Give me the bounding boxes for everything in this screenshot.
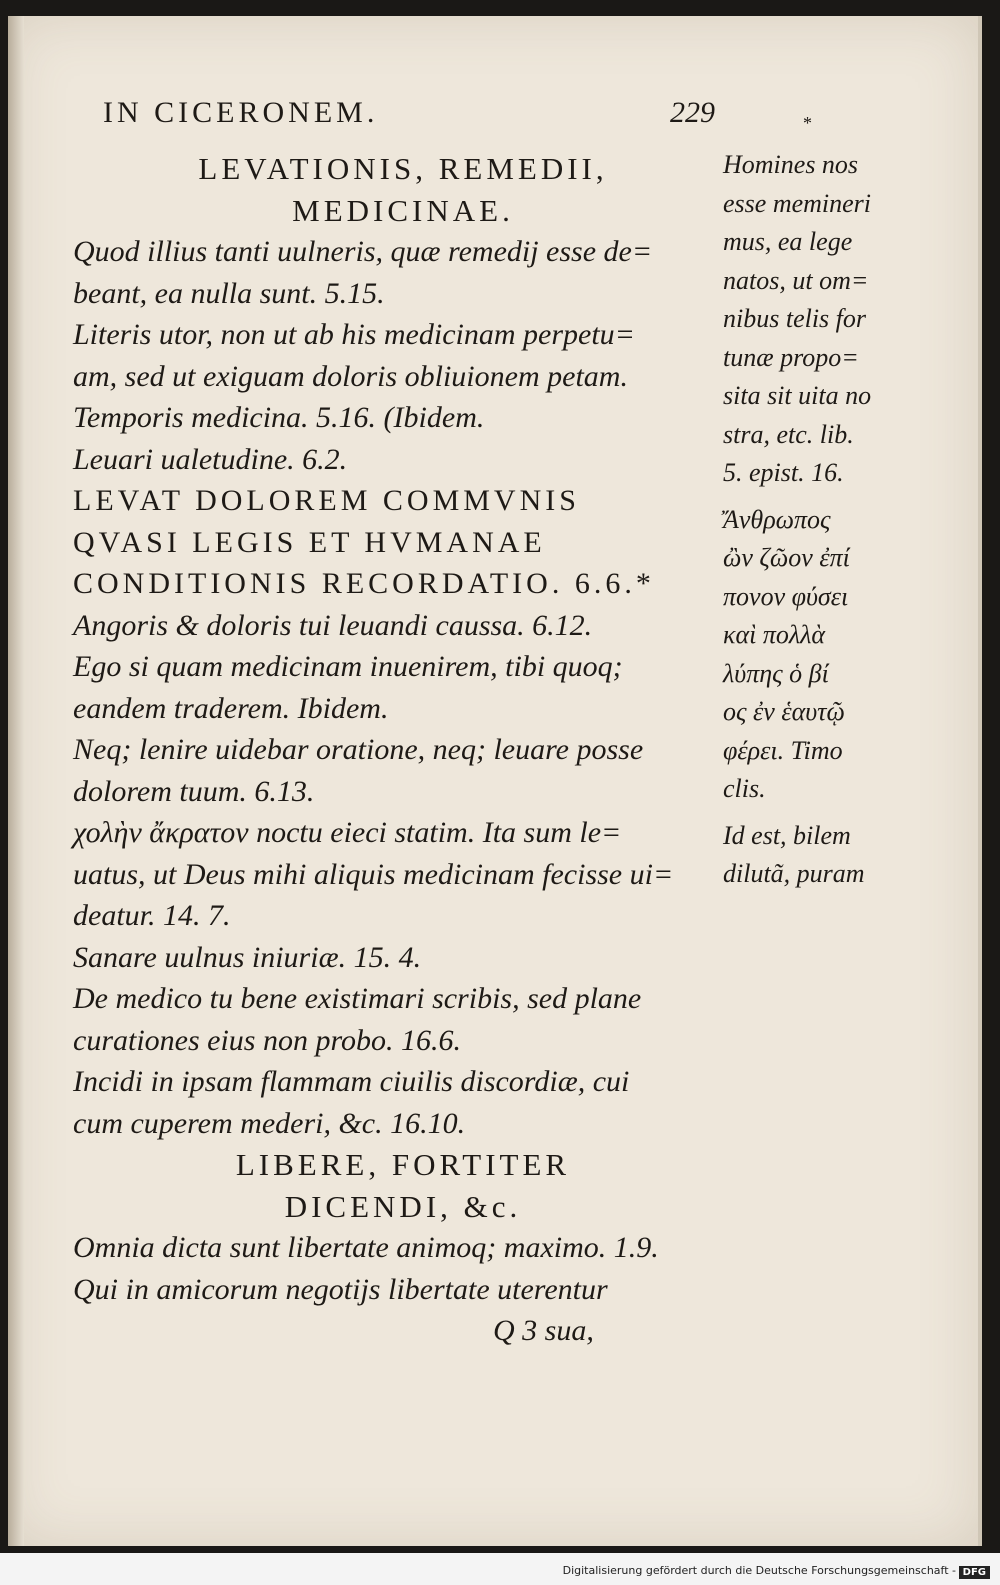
text-line: LEVAT DOLOREM COMMVNIS xyxy=(73,484,580,517)
text-line: dolorem tuum. 6.13. xyxy=(73,774,315,808)
margin-note-line: πονον φύσει xyxy=(723,581,849,611)
text-line: Angoris & doloris tui leuandi caussa. 6.12. xyxy=(73,608,593,642)
margin-note-line: καὶ πολλὰ xyxy=(723,620,826,649)
margin-note-line: clis. xyxy=(723,774,766,803)
text-line: cum cuperem mederi, &c. 16.10. xyxy=(73,1106,466,1140)
text-line: QVASI LEGIS ET HVMANAE xyxy=(73,525,546,559)
text-line: LIBERE, FORTITER xyxy=(235,1147,571,1182)
text-line: Neq; lenire uidebar oratione, neq; leuare posse xyxy=(73,733,644,766)
text-line: DICENDI, &c. xyxy=(284,1188,522,1224)
margin-note-line: λύπης ὁ βί xyxy=(723,658,829,688)
margin-note-line: mus, ea lege xyxy=(723,227,853,256)
text-line: Sanare uulnus iniuriæ. 15. 4. xyxy=(73,940,422,974)
footer-credit: Digitalisierung gefördert durch die Deutsche Forschungsgemeinschaft - xyxy=(562,1564,956,1577)
margin-note-line: natos, ut om= xyxy=(723,265,869,295)
text-line: am, sed ut exiguam doloris obliuionem petam. xyxy=(73,359,628,393)
text-line: Ego si quam medicinam inuenirem, tibi quoq; xyxy=(73,650,623,683)
marginal-note-column xyxy=(723,146,903,894)
text-line: Omnia dicta sunt libertate animoq; maximo. 1.9. xyxy=(73,1231,659,1264)
margin-note-line: Homines nos xyxy=(723,150,859,179)
margin-note-line: stra, etc. lib. xyxy=(723,419,854,449)
text-line: LEVATIONIS, REMEDII, xyxy=(198,151,608,186)
margin-note-line: esse memineri xyxy=(723,188,872,218)
digitization-footer xyxy=(0,1553,1000,1585)
text-line: Temporis medicina. 5.16. (Ibidem. xyxy=(73,401,485,434)
text-line: curationes eius non probo. 16.6. xyxy=(73,1023,462,1057)
margin-marker: * xyxy=(803,113,812,133)
margin-note-line: sita sit uita no xyxy=(723,381,872,410)
page-number: 229 xyxy=(670,96,715,129)
page-spine-shadow xyxy=(8,16,24,1546)
margin-note-line: φέρει. Timo xyxy=(723,735,843,765)
text-line: deatur. 14. 7. xyxy=(73,899,231,932)
margin-note-line: ος ἐν ἑαυτῷ xyxy=(723,697,845,726)
text-line: Incidi in ipsam flammam ciuilis discordiæ, cui xyxy=(73,1065,630,1098)
margin-note-line: nibus telis for xyxy=(723,304,867,333)
text-line: MEDICINAE. xyxy=(292,192,514,228)
margin-note-line: dilutã, puram xyxy=(723,859,865,888)
text-line: Quod illius tanti uulneris, quæ remedij esse de= xyxy=(73,235,653,268)
text-line: χολὴν ἄκρατον noctu eieci statim. Ita sum le= xyxy=(73,816,622,849)
text-line: Qui in amicorum negotijs libertate uterentur xyxy=(73,1272,608,1306)
running-header-title: IN CICERONEM. xyxy=(103,96,379,129)
text-line: Leuari ualetudine. 6.2. xyxy=(73,442,348,476)
dfg-logo: DFG xyxy=(959,1566,990,1579)
text-line: De medico tu bene existimari scribis, sed plane xyxy=(73,982,642,1015)
margin-note-line: tunæ propo= xyxy=(723,342,859,372)
text-line: Q 3 sua, xyxy=(493,1314,594,1347)
margin-note-line: ὢν ζῶον ἐπί xyxy=(723,543,850,572)
text-line: Literis utor, non ut ab his medicinam perpetu= xyxy=(73,318,635,351)
margin-note-line: Id est, bilem xyxy=(723,820,851,850)
margin-note-line: 5. epist. 16. xyxy=(723,458,844,487)
text-line: beant, ea nulla sunt. 5.15. xyxy=(73,276,385,310)
text-line: uatus, ut Deus mihi aliquis medicinam fecisse ui= xyxy=(73,857,674,891)
main-text-column xyxy=(73,148,733,1352)
book-page xyxy=(8,16,982,1546)
text-line: eandem traderem. Ibidem. xyxy=(73,691,389,725)
text-line: CONDITIONIS RECORDATIO. 6.6.* xyxy=(73,567,655,600)
margin-note-line: Ἄνθρωπος xyxy=(723,504,831,534)
